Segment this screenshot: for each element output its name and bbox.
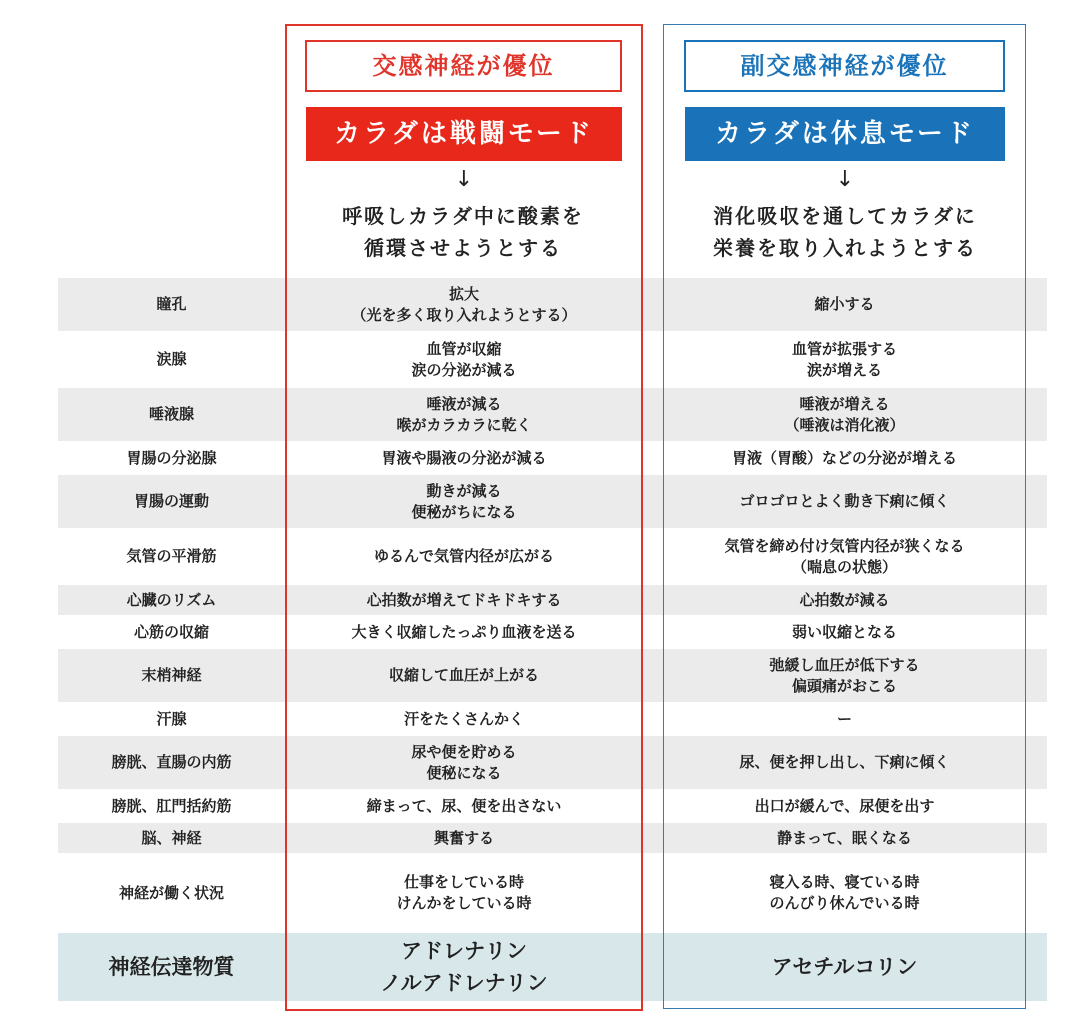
sympathetic-cell: 唾液が減る 喉がカラカラに乾く — [396, 394, 532, 434]
column-gap — [643, 475, 663, 528]
table-row — [58, 443, 1047, 473]
sympathetic-cell: 心拍数が増えてドキドキする — [366, 590, 562, 609]
sympathetic-cell: 拡大 （光を多く取り入れようとする） — [351, 284, 577, 324]
organ-cell: 末梢神経 — [141, 666, 202, 684]
table-row — [58, 704, 1047, 734]
column-gap — [643, 530, 663, 583]
parasympathetic-cell: 尿、便を押し出し、下痢に傾く — [739, 753, 950, 771]
parasympathetic-cell: 唾液が増える （唾液は消化液） — [784, 394, 905, 434]
table-row — [58, 530, 1047, 583]
sympathetic-cell: 仕事をしている時 けんかをしている時 — [396, 873, 532, 912]
organ-cell: 唾液腺 — [148, 405, 194, 423]
organ-cell: 神経が働く状況 — [118, 883, 224, 902]
column-gap — [643, 704, 663, 734]
comparison-table — [58, 278, 1047, 1001]
table-row — [58, 617, 1047, 647]
table-row — [58, 649, 1047, 702]
parasympathetic-cell: 縮小する — [814, 295, 875, 313]
parasympathetic-description: 消化吸収を通してカラダに 栄養を取り入れようとする — [713, 204, 977, 260]
sympathetic-cell: アドレナリン ノルアドレナリン — [380, 939, 548, 995]
table-row — [58, 855, 1047, 931]
sympathetic-header-label: 交感神経が優位 — [305, 40, 622, 92]
sympathetic-cell: 動きが減る 便秘がちになる — [411, 481, 517, 521]
table-row — [58, 388, 1047, 441]
sympathetic-cell: ゆるんで気管内径が広がる — [373, 547, 554, 565]
parasympathetic-cell: アセチルコリン — [771, 955, 918, 979]
column-gap — [643, 649, 663, 702]
organ-cell: 胃腸の運動 — [133, 492, 209, 510]
parasympathetic-cell: 気管を締め付け気管内径が狭くなる （喘息の状態） — [724, 536, 965, 576]
sympathetic-cell: 胃液や腸液の分泌が減る — [381, 448, 547, 467]
organ-cell: 胃腸の分泌腺 — [126, 448, 217, 467]
column-gap — [643, 736, 663, 789]
column-gap — [643, 443, 663, 473]
column-gap — [643, 823, 663, 853]
organ-cell: 気管の平滑筋 — [126, 547, 217, 565]
down-arrow-icon: ↓ — [835, 167, 855, 192]
organ-cell: 涙腺 — [156, 350, 187, 368]
table-row — [58, 278, 1047, 331]
parasympathetic-cell: 出口が緩んで、尿便を出す — [754, 796, 935, 815]
organ-cell: 神経伝達物質 — [108, 955, 235, 979]
organ-cell: 膀胱、肛門括約筋 — [111, 796, 232, 815]
sympathetic-cell: 尿や便を貯める 便秘になる — [411, 742, 517, 782]
table-row — [58, 823, 1047, 853]
column-gap — [643, 855, 663, 931]
parasympathetic-cell: 静まって、眠くなる — [777, 828, 912, 847]
column-gap — [643, 585, 663, 615]
parasympathetic-header-label: 副交感神経が優位 — [684, 40, 1005, 92]
column-gap — [643, 388, 663, 441]
parasympathetic-cell: ー — [836, 709, 852, 728]
parasympathetic-cell: ゴロゴロとよく動き下痢に傾く — [739, 492, 950, 510]
sympathetic-cell: 血管が収縮 涙の分泌が減る — [411, 339, 517, 379]
parasympathetic-cell: 心拍数が減る — [799, 590, 890, 609]
parasympathetic-cell: 弛緩し血圧が低下する 偏頭痛がおこる — [769, 655, 920, 695]
table-row — [58, 585, 1047, 615]
column-gap — [643, 933, 663, 1001]
organ-cell: 心筋の収縮 — [133, 622, 209, 641]
parasympathetic-mode-banner: カラダは休息モード — [685, 107, 1005, 161]
parasympathetic-cell: 寝入る時、寝ている時 のんびり休んでいる時 — [769, 873, 920, 912]
organ-cell: 瞳孔 — [156, 295, 187, 313]
sympathetic-cell: 大きく収縮したっぷり血液を送る — [351, 622, 577, 641]
parasympathetic-cell: 血管が拡張する 涙が増える — [791, 339, 897, 379]
sympathetic-cell: 汗をたくさんかく — [403, 709, 524, 728]
column-gap — [643, 278, 663, 331]
table-row — [58, 736, 1047, 789]
sympathetic-cell: 興奮する — [433, 828, 494, 847]
organ-cell: 心臓のリズム — [126, 590, 217, 609]
organ-cell: 脳、神経 — [141, 828, 202, 847]
organ-cell: 汗腺 — [156, 709, 187, 728]
organ-cell: 膀胱、直腸の内筋 — [111, 753, 232, 771]
sympathetic-description: 呼吸しカラダ中に酸素を 循環させようとする — [342, 204, 584, 260]
parasympathetic-cell: 弱い収縮となる — [791, 622, 897, 641]
table-row — [58, 791, 1047, 821]
parasympathetic-cell: 胃液（胃酸）などの分泌が増える — [731, 448, 957, 467]
sympathetic-cell: 収縮して血圧が上がる — [388, 666, 539, 684]
sympathetic-mode-banner: カラダは戦闘モード — [306, 107, 622, 161]
sympathetic-cell: 締まって、尿、便を出さない — [366, 796, 562, 815]
column-gap — [643, 617, 663, 647]
table-row — [58, 333, 1047, 386]
down-arrow-icon: ↓ — [454, 167, 474, 192]
neurotransmitter-row — [58, 933, 1047, 1001]
column-gap — [643, 333, 663, 386]
column-gap — [643, 791, 663, 821]
table-row — [58, 475, 1047, 528]
